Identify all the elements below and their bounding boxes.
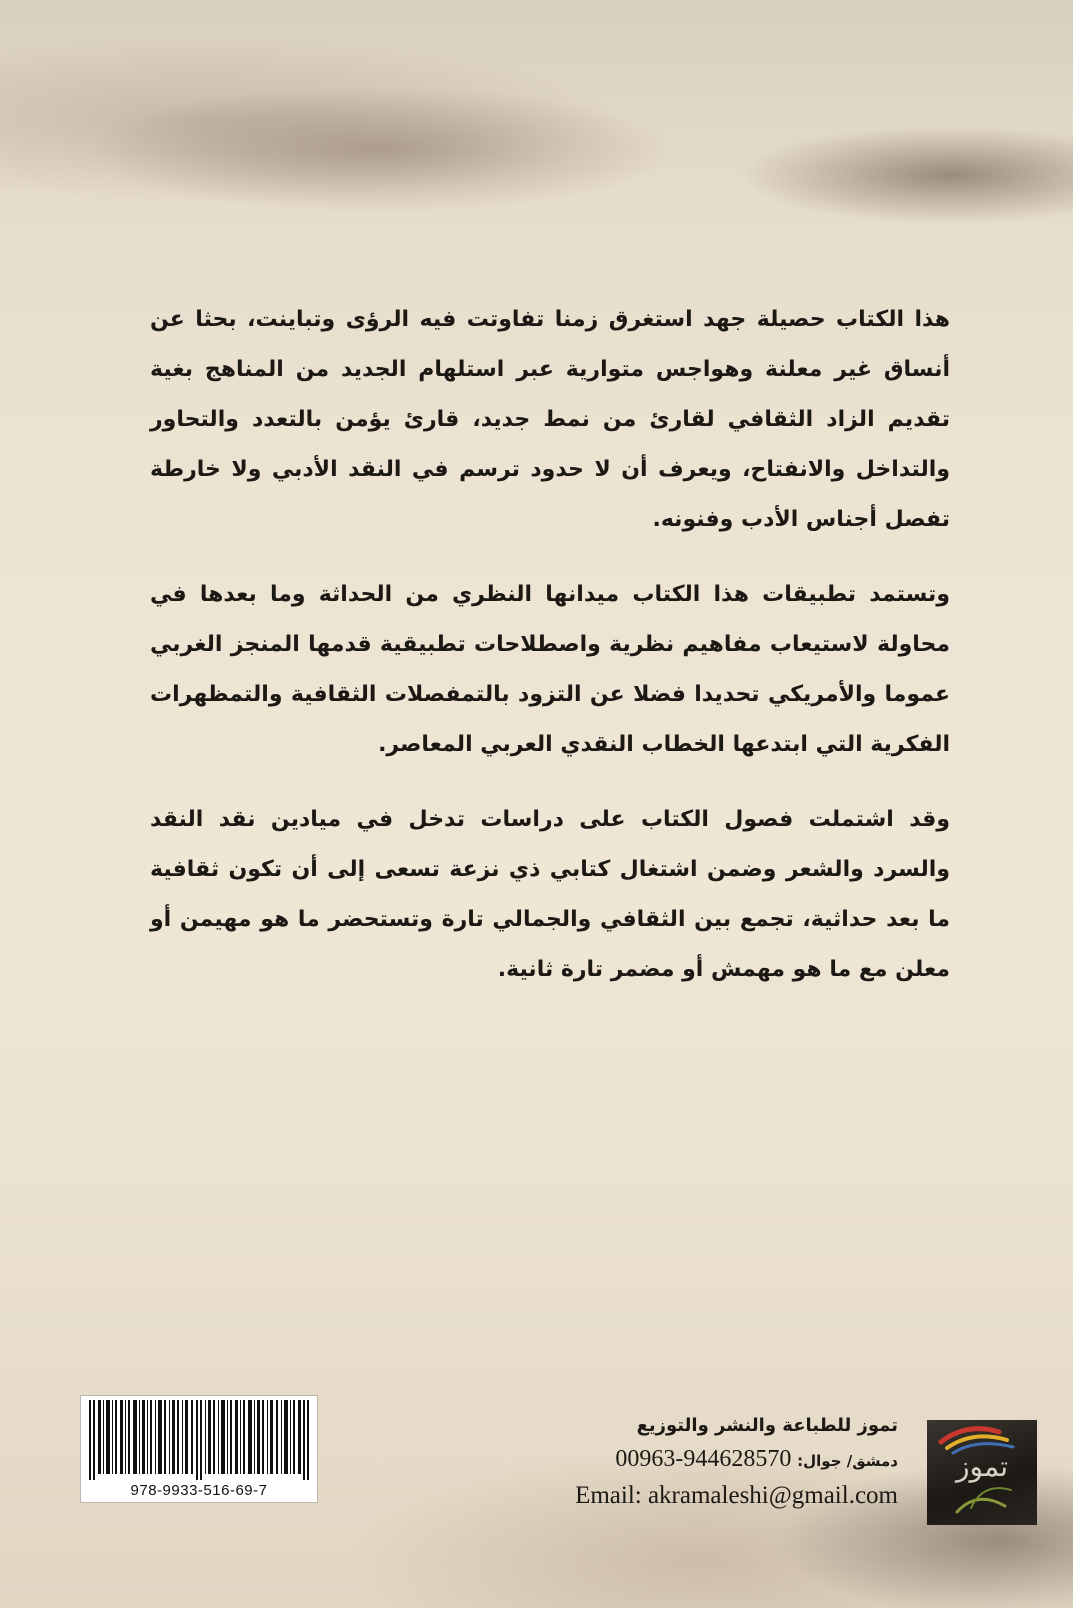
publisher-phone: 00963-944628570 [615,1446,792,1472]
isbn-barcode [80,1395,318,1503]
blurb-paragraph-2: وتستمد تطبيقات هذا الكتاب ميدانها النظري من الحداثة وما بعدها في محاولة لاستيعاب مفاهيم نظرية واصطلاحات تطبيقية قدمها المنجز الغربي عموما والأمريكي تحديدا فضلا عن التزود بالتمفصلات الثقافية والتمظهرات الفكرية التي ابتدعها الخطاب النقدي العربي المعاصر. [150,582,950,757]
blurb-paragraph-3: وقد اشتملت فصول الكتاب على دراسات تدخل في ميادين نقد النقد والسرد والشعر وضمن اشتغال كتابي ذي نزعة تسعى إلى أن تكون ثقافية ما بعد حداثية، تجمع بين الثقافي والجمالي تارة وتستحضر ما هو مهيمن أو معلن مع ما هو مهمش أو مضمر تارة ثانية. [150,807,950,982]
blurb-paragraph-1: هذا الكتاب حصيلة جهد استغرق زمنا تفاوتت فيه الرؤى وتباينت، بحثا عن أنساق غير معلنة وهواجس متوارية عبر استلهام الجديد من المناهج بغية تقديم الزاد الثقافي لقارئ من نمط جديد، قارئ يؤمن بالتعدد والتحاور والتداخل والانفتاح، ويعرف أن لا حدود ترسم في النقد الأدبي ولا خارطة تفصل أجناس الأدب وفنونه. [150,307,950,532]
publisher-logo-text: تموز [956,1450,1008,1483]
publisher-phone-row [575,1442,898,1478]
isbn-number: 978-9933-516-69-7 [130,1482,268,1499]
publisher-logo [927,1420,1037,1525]
publisher-info [575,1410,898,1514]
barcode-icon [87,1400,313,1480]
publisher-name: تموز للطباعة والنشر والتوزيع [636,1415,898,1436]
publisher-city-label: دمشق/ جوال: [797,1452,898,1470]
publisher-email: Email: akramaleshi@gmail.com [575,1482,898,1509]
blurb-text [150,295,950,1020]
